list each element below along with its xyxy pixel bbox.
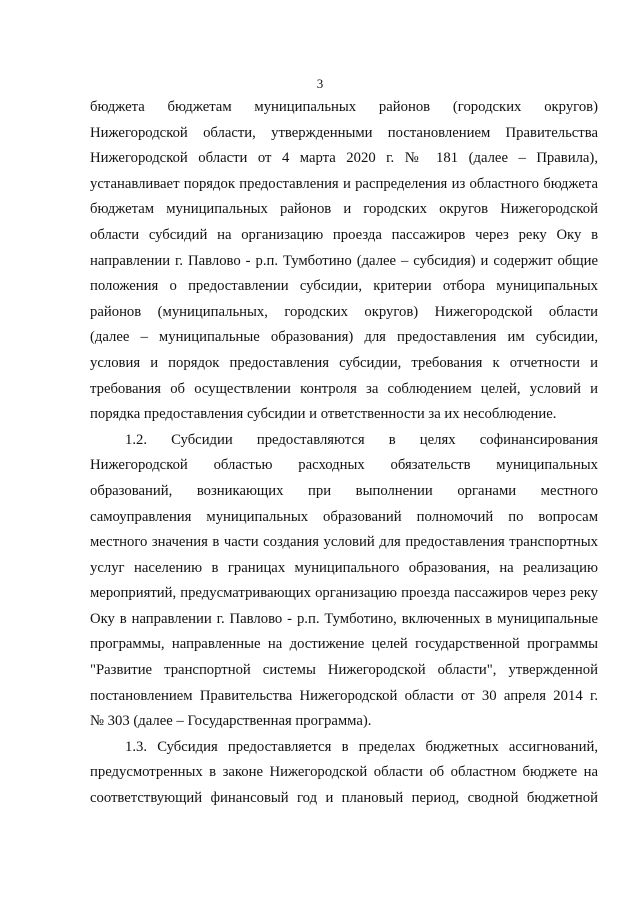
text-line: положения о предоставлении субсидии, критерии отбора муниципальных bbox=[90, 278, 598, 295]
text-line: программы, направленные на достижение целей государственной программы bbox=[90, 636, 598, 653]
text-line: (далее – муниципальные образования) для предоставления им субсидии, bbox=[90, 329, 598, 346]
text-line: направлении г. Павлово - р.п. Тумботино (далее – субсидия) и содержит общие bbox=[90, 252, 598, 269]
text-line: мероприятий, предусматривающих организацию проезда пассажиров через реку bbox=[90, 585, 598, 602]
text-line: Нижегородской области от 4 марта 2020 г. № 181 (далее – Правила), bbox=[90, 150, 598, 167]
document-body bbox=[90, 95, 598, 812]
paragraph-1-2 bbox=[90, 428, 598, 735]
text-line: местного значения в части создания условий для предоставления транспортных bbox=[90, 534, 598, 551]
text-line: соответствующий финансовый год и плановый период, сводной бюджетной bbox=[90, 790, 598, 807]
text-line: 1.2. Субсидии предоставляются в целях софинансирования bbox=[125, 431, 598, 448]
text-line: порядка предоставления субсидии и ответственности за их несоблюдение. bbox=[90, 406, 557, 423]
text-line: образований, возникающих при выполнении органами местного bbox=[90, 482, 598, 499]
text-line: Нижегородской области, утвержденными постановлением Правительства bbox=[90, 124, 598, 141]
text-line: требования об осуществлении контроля за соблюдением целей, условий и bbox=[90, 380, 598, 397]
text-line: Оку в направлении г. Павлово - р.п. Тумботино, включенных в муниципальные bbox=[90, 610, 598, 627]
text-line: условия и порядок предоставления субсидии, требования к отчетности и bbox=[90, 354, 598, 371]
text-line: "Развитие транспортной системы Нижегородской области", утвержденной bbox=[90, 662, 598, 679]
text-line: предусмотренных в законе Нижегородской области об областном бюджете на bbox=[90, 764, 598, 781]
text-line: устанавливает порядок предоставления и распределения из областного бюджета bbox=[90, 175, 598, 192]
text-line: самоуправления муниципальных образований полномочий по вопросам bbox=[90, 508, 598, 525]
text-line: бюджетам муниципальных районов и городских округов Нижегородской bbox=[90, 201, 598, 218]
text-line: постановлением Правительства Нижегородской области от 30 апреля 2014 г. bbox=[90, 687, 598, 704]
text-line: Нижегородской областью расходных обязательств муниципальных bbox=[90, 457, 598, 474]
text-line: области субсидий на организацию проезда пассажиров через реку Оку в bbox=[90, 226, 598, 243]
paragraph-1-3 bbox=[90, 735, 598, 812]
page-number: 3 bbox=[316, 76, 324, 91]
paragraph-1-1-continuation bbox=[90, 95, 598, 428]
text-line: 1.3. Субсидия предоставляется в пределах бюджетных ассигнований, bbox=[125, 738, 598, 755]
text-line: № 303 (далее – Государственная программа). bbox=[90, 713, 372, 730]
text-line: услуг населению в границах муниципального образования, на реализацию bbox=[90, 559, 598, 576]
text-line: районов (муниципальных, городских округов) Нижегородской области bbox=[90, 303, 598, 320]
text-line: бюджета бюджетам муниципальных районов (городских округов) bbox=[90, 99, 598, 115]
